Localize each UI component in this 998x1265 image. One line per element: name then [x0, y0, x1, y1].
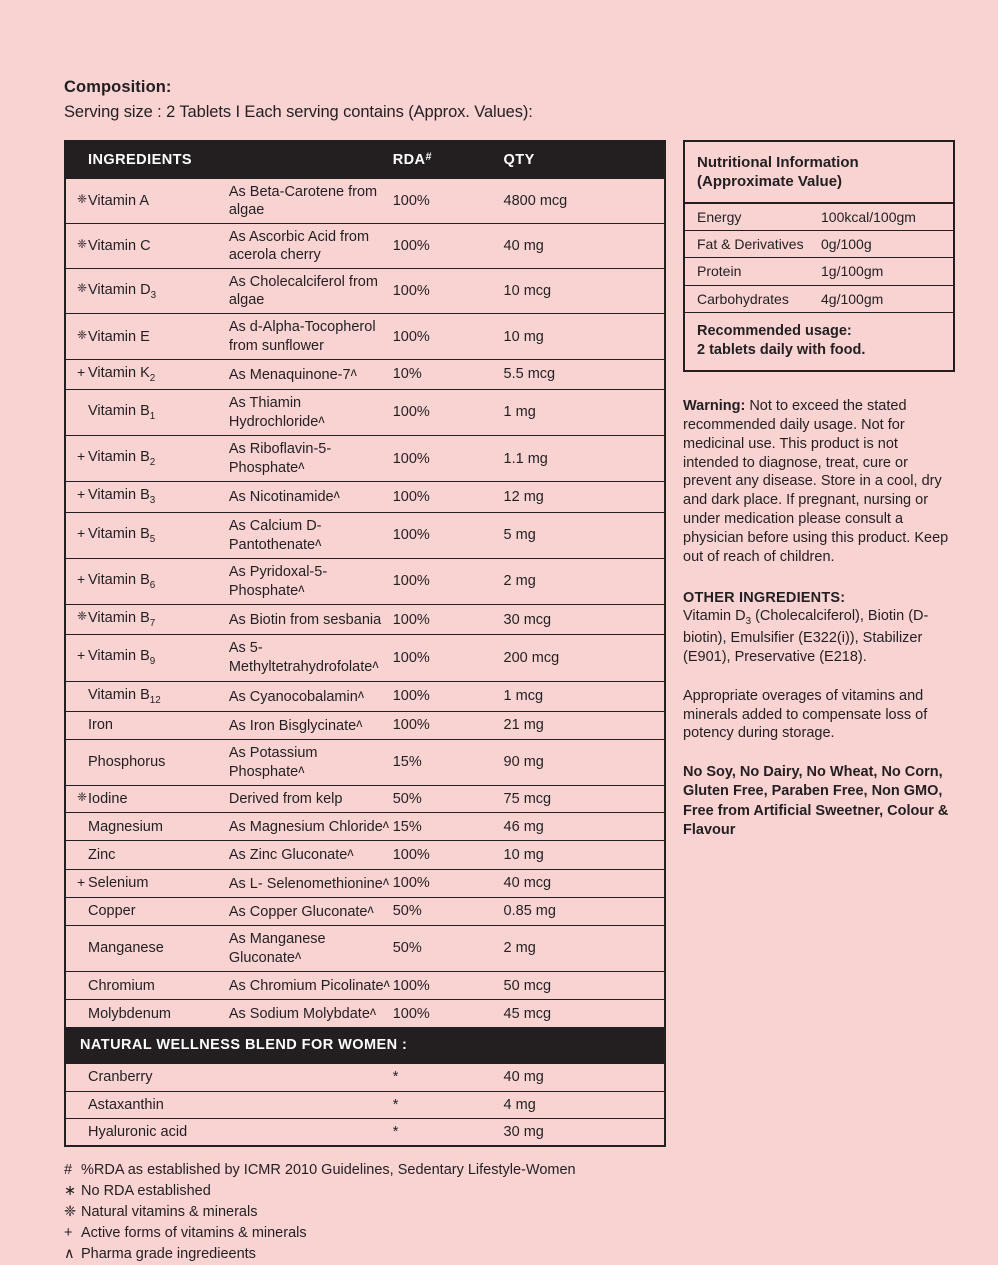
table-row [65, 869, 665, 897]
ingredient-prefix-symbol: + [77, 448, 86, 465]
ingredient-name-text: Hyaluronic acid [88, 1123, 188, 1140]
cell-qty: 40 mcg [504, 869, 665, 897]
footnote-item [64, 1223, 666, 1244]
nutrition-value: 1g/100gm [821, 263, 884, 280]
ingredient-name-text: Vitamin B [88, 449, 150, 466]
column-header-rda [393, 141, 504, 179]
table-row [65, 512, 665, 558]
cell-ingredient-name [65, 869, 229, 897]
pharma-grade-marker: ʌ [357, 686, 364, 701]
cell-ingredient-name [65, 178, 229, 223]
cell-qty: 4800 mcg [504, 178, 665, 223]
cell-ingredient-name [65, 813, 229, 841]
table-row [65, 813, 665, 841]
pharma-grade-marker: ʌ [382, 817, 389, 832]
nutrition-label: Carbohydrates [697, 290, 789, 307]
cell-ingredient-name [65, 605, 229, 635]
cell-qty: 5.5 mcg [504, 359, 665, 389]
ingredient-name-subscript: 3 [149, 495, 156, 507]
cell-qty: 2 mg [504, 558, 665, 604]
cell-ingredient-name [65, 739, 229, 785]
cell-rda: 15% [393, 813, 504, 841]
nutrition-value: 0g/100g [821, 236, 872, 253]
ingredient-name-text: Vitamin B [88, 648, 150, 665]
cell-ingredient-name [65, 389, 229, 435]
footnote-item [64, 1202, 666, 1223]
pharma-grade-marker: ʌ [350, 364, 357, 379]
rda-hash-symbol: # [425, 150, 432, 163]
footnote-item [64, 1160, 666, 1181]
cell-qty: 46 mg [504, 813, 665, 841]
table-row [65, 359, 665, 389]
nutrition-title-line-1: Nutritional Information [697, 153, 859, 171]
ingredient-prefix-symbol: + [77, 363, 86, 380]
ingredient-name-text: Molybdenum [88, 1005, 172, 1022]
column-header-ingredients: INGREDIENTS [65, 141, 393, 179]
cell-rda: 100% [393, 178, 504, 223]
cell-ingredient-name [65, 482, 229, 512]
cell-qty: 45 mcg [504, 1000, 665, 1028]
other-ing-prefix: Vitamin D [683, 608, 746, 625]
free-from-claims: No Soy, No Dairy, No Wheat, No Corn, Gluten Free, Paraben Free, Non GMO, Free from Artificial Sweetner, Colour & Flavour [683, 764, 949, 838]
cell-ingredient-source: As Zinc Gluconate$^ʌ$ [229, 841, 393, 869]
ingredient-name-subscript: 3 [150, 289, 157, 301]
cell-ingredient-name [65, 1064, 229, 1091]
pharma-grade-marker: ʌ [318, 412, 325, 427]
ingredient-name-text: Vitamin A [88, 192, 149, 209]
cell-ingredient-source: As Magnesium Chloride$^ʌ$ [229, 813, 393, 841]
cell-ingredient-source: As Ascorbic Acid from acerola cherry [229, 223, 393, 268]
footnote-text: Natural vitamins & minerals [81, 1203, 258, 1220]
table-row [65, 178, 665, 223]
nutrition-value: 4g/100gm [821, 290, 884, 307]
ingredient-name-text: Iodine [88, 791, 128, 808]
cell-ingredient-name [65, 359, 229, 389]
cell-ingredient-source: As Cyanocobalamin$^ʌ$ [229, 681, 393, 711]
cell-qty: 21 mg [504, 711, 665, 739]
pharma-grade-marker: ʌ [298, 458, 305, 473]
footnote-text: Pharma grade ingredieents [81, 1245, 256, 1262]
cell-ingredient-source: As Calcium D- Pantothenate$^ʌ$ [229, 512, 393, 558]
ingredient-rows [65, 178, 665, 1027]
footnote-symbol: ∗ [64, 1182, 77, 1199]
overage-note: Appropriate overages of vitamins and minerals added to compensate loss of potency during storage. [683, 687, 928, 742]
cell-ingredient-source: As Chromium Picolinate$^ʌ$ [229, 972, 393, 1000]
other-ing-rest: (Cholecalciferol), Biotin (D- biotin), Emulsifier (E322(i)), Stabilizer (E901), Preservative (E218). [683, 608, 929, 665]
cell-rda: 100% [393, 558, 504, 604]
cell-ingredient-source: As Thiamin Hydrochloride$^ʌ$ [229, 389, 393, 435]
cell-rda: 100% [393, 512, 504, 558]
cell-qty: 1.1 mg [504, 436, 665, 482]
cell-ingredient-name [65, 558, 229, 604]
cell-ingredient-source: As 5-Methyltetrahydrofolate$^ʌ$ [229, 635, 393, 681]
ingredient-name-text: Vitamin C [88, 238, 151, 255]
ingredient-name-subscript: 6 [149, 579, 156, 591]
cell-ingredient-name [65, 711, 229, 739]
recommended-usage [685, 313, 953, 370]
blend-rows [65, 1064, 665, 1146]
cell-ingredient-name [65, 925, 229, 971]
other-ingredients-heading: OTHER INGREDIENTS: [683, 589, 846, 606]
other-ing-subscript: 3 [745, 616, 752, 628]
ingredient-prefix-symbol: + [77, 486, 86, 503]
pharma-grade-marker: ʌ [294, 947, 302, 962]
footnotes-list [64, 1160, 666, 1265]
cell-rda: 100% [393, 436, 504, 482]
cell-rda: 100% [393, 972, 504, 1000]
table-row [65, 436, 665, 482]
ingredient-name-text: Cranberry [88, 1069, 153, 1086]
ingredient-name-subscript: 9 [149, 656, 156, 668]
cell-ingredient-source: As Pyridoxal-5-Phosphate$^ʌ$ [229, 558, 393, 604]
pharma-grade-marker: ʌ [369, 1004, 377, 1019]
blend-section-header-row [65, 1027, 665, 1064]
footnote-text: %RDA as established by ICMR 2010 Guidelines, Sedentary Lifestyle-Women [81, 1161, 576, 1178]
info-column [683, 140, 955, 840]
ingredient-name-text: Vitamin B [88, 402, 150, 419]
cell-rda: * [393, 1091, 504, 1118]
cell-qty: 30 mg [504, 1118, 665, 1146]
ingredient-name-text: Astaxanthin [88, 1096, 164, 1113]
table-row [65, 389, 665, 435]
nutrition-row [685, 204, 953, 231]
cell-rda: * [393, 1118, 504, 1146]
blend-section-title: NATURAL WELLNESS BLEND FOR WOMEN : [65, 1027, 665, 1064]
pharma-grade-marker: ʌ [298, 762, 305, 777]
cell-ingredient-name [65, 635, 229, 681]
ingredient-name-text: Zinc [88, 846, 116, 863]
table-header-row [65, 141, 665, 179]
cell-rda: 100% [393, 711, 504, 739]
footnote-text: No RDA established [81, 1182, 211, 1199]
nutrition-rows [685, 204, 953, 313]
cell-qty: 10 mcg [504, 269, 665, 314]
ingredient-prefix-symbol: ❈ [77, 327, 88, 342]
ingredient-name-text: Vitamin B [88, 571, 150, 588]
ingredient-name-text: Vitamin B [88, 686, 150, 703]
nutrition-title-line-2: (Approximate Value) [697, 172, 843, 190]
footnote-text: Active forms of vitamins & minerals [81, 1224, 307, 1241]
cell-ingredient-name [65, 1091, 229, 1118]
ingredient-name-text: Vitamin B [88, 525, 150, 542]
ingredient-prefix-symbol: ❈ [77, 280, 88, 295]
cell-qty: 12 mg [504, 482, 665, 512]
warning-block [683, 397, 955, 567]
table-row [65, 786, 665, 813]
ingredient-name-subscript: 5 [149, 533, 156, 545]
ingredient-prefix-symbol: + [77, 647, 86, 664]
cell-rda: 50% [393, 897, 504, 925]
page-title: Composition: [64, 78, 172, 96]
cell-ingredient-name [65, 1118, 229, 1146]
pharma-grade-marker: ʌ [382, 873, 389, 888]
pharma-grade-marker: ʌ [372, 657, 379, 672]
cell-rda: 100% [393, 841, 504, 869]
table-row [65, 314, 665, 359]
cell-ingredient-source [229, 1091, 393, 1118]
pharma-grade-marker: ʌ [333, 487, 340, 502]
table-row [65, 635, 665, 681]
ingredients-column [64, 140, 666, 1265]
ingredient-name-text: Phosphorus [88, 754, 166, 771]
ingredient-name-subscript: 1 [149, 410, 156, 422]
ingredient-prefix-symbol: ❈ [77, 237, 88, 252]
ingredient-name-text: Copper [88, 903, 136, 920]
cell-ingredient-source: As Manganese Gluconate$^ʌ$ [229, 925, 393, 971]
ingredient-name-text: Vitamin K [88, 364, 150, 381]
table-row [65, 1064, 665, 1091]
cell-qty: 200 mcg [504, 635, 665, 681]
cell-ingredient-name [65, 897, 229, 925]
cell-qty: 90 mg [504, 739, 665, 785]
ingredient-name-subscript: 2 [149, 457, 156, 469]
nutrition-value: 100kcal/100gm [821, 208, 916, 225]
ingredient-name-text: Vitamin B [88, 610, 150, 627]
cell-qty: 50 mcg [504, 972, 665, 1000]
column-header-qty: QTY [504, 141, 665, 179]
cell-rda: 100% [393, 681, 504, 711]
table-row [65, 925, 665, 971]
table-row [65, 1118, 665, 1146]
cell-rda: 100% [393, 482, 504, 512]
table-row [65, 681, 665, 711]
pharma-grade-marker: ʌ [298, 581, 305, 595]
cell-rda: 50% [393, 786, 504, 813]
ingredient-name-text: Magnesium [88, 818, 163, 835]
cell-ingredient-source [229, 1064, 393, 1091]
serving-size-line: Serving size : 2 Tablets I Each serving contains (Approx. Values): [64, 102, 533, 121]
table-row [65, 897, 665, 925]
cell-ingredient-name [65, 314, 229, 359]
cell-ingredient-source: As Beta-Carotene from algae [229, 178, 393, 223]
table-row [65, 558, 665, 604]
table-row [65, 841, 665, 869]
footnote-symbol: ∧ [64, 1245, 75, 1262]
ingredient-name-text: Chromium [88, 977, 155, 994]
table-row [65, 1000, 665, 1028]
table-row [65, 223, 665, 268]
table-row [65, 711, 665, 739]
cell-ingredient-name [65, 512, 229, 558]
pharma-grade-marker: ʌ [383, 976, 390, 991]
table-row [65, 269, 665, 314]
nutrition-row [685, 231, 953, 258]
ingredients-table-body [65, 141, 665, 179]
footnote-symbol: + [64, 1224, 73, 1241]
cell-rda: 10% [393, 359, 504, 389]
nutrition-row [685, 286, 953, 313]
cell-ingredient-source: As L- Selenomethionine$^ʌ$ [229, 869, 393, 897]
cell-rda: 100% [393, 635, 504, 681]
nutritional-information-box [683, 140, 955, 372]
cell-ingredient-name [65, 1000, 229, 1028]
cell-rda: 100% [393, 1000, 504, 1028]
footnote-item [64, 1244, 666, 1265]
cell-ingredient-name [65, 841, 229, 869]
ingredient-name-text: Selenium [88, 875, 149, 892]
cell-rda: 100% [393, 269, 504, 314]
cell-ingredient-source: As Sodium Molybdate$^ʌ$ [229, 1000, 393, 1028]
cell-qty: 5 mg [504, 512, 665, 558]
nutrition-label: Energy [697, 208, 742, 225]
ingredient-name-text: Iron [88, 717, 113, 734]
cell-qty: 40 mg [504, 223, 665, 268]
cell-ingredient-name [65, 223, 229, 268]
table-row [65, 1091, 665, 1118]
cell-ingredient-name [65, 972, 229, 1000]
cell-rda: * [393, 1064, 504, 1091]
other-ingredients-body [683, 607, 955, 666]
nutrition-row [685, 258, 953, 285]
cell-qty: 4 mg [504, 1091, 665, 1118]
rda-label: RDA [392, 151, 426, 168]
footnote-symbol: ❈ [64, 1203, 77, 1220]
table-row [65, 739, 665, 785]
warning-text: Not to exceed the stated recommended daily usage. Not for medicinal use. This product is not intended to diagnose, treat, cure or prevent any disease. Store in a cool, dry and dark place. If pregnant, nursing or under medication please consult a physician before using this product. Keep out of reach of children. [683, 397, 949, 565]
ingredient-name-text: Manganese [88, 940, 164, 957]
ingredient-prefix-symbol: + [77, 570, 86, 587]
cell-ingredient-name [65, 269, 229, 314]
ingredient-prefix-symbol: + [77, 874, 86, 891]
ingredient-prefix-symbol: ❈ [77, 609, 88, 624]
ingredient-name-subscript: 7 [149, 618, 156, 630]
cell-ingredient-source [229, 1118, 393, 1146]
cell-qty: 1 mg [504, 389, 665, 435]
cell-rda: 100% [393, 869, 504, 897]
cell-rda: 100% [393, 223, 504, 268]
pharma-grade-marker: ʌ [367, 901, 374, 916]
cell-qty: 10 mg [504, 841, 665, 869]
ingredient-name-text: Vitamin E [88, 328, 150, 345]
cell-qty: 10 mg [504, 314, 665, 359]
ingredient-name-subscript: 12 [149, 694, 161, 706]
ingredient-prefix-symbol: ❈ [77, 790, 88, 805]
cell-qty: 40 mg [504, 1064, 665, 1091]
cell-ingredient-name [65, 786, 229, 813]
label-body [64, 140, 949, 1265]
ingredient-prefix-symbol: ❈ [77, 191, 88, 206]
cell-ingredient-source: As Riboflavin-5-Phosphate$^ʌ$ [229, 436, 393, 482]
usage-line-2: 2 tablets daily with food. [697, 341, 866, 358]
cell-rda: 100% [393, 389, 504, 435]
table-row [65, 605, 665, 635]
cell-rda: 100% [393, 605, 504, 635]
cell-ingredient-source: As Iron Bisglycinate$^ʌ$ [229, 711, 393, 739]
cell-ingredient-source: Derived from kelp [229, 786, 393, 813]
cell-ingredient-source: As Cholecalciferol from algae [229, 269, 393, 314]
pharma-grade-marker: ʌ [315, 534, 322, 549]
ingredients-table [64, 140, 666, 1147]
cell-qty: 0.85 mg [504, 897, 665, 925]
cell-rda: 15% [393, 739, 504, 785]
nutritional-information-title [685, 142, 953, 204]
nutrition-label: Fat & Derivatives [697, 236, 804, 253]
cell-ingredient-source: As Nicotinamide$^ʌ$ [229, 482, 393, 512]
cell-qty: 30 mcg [504, 605, 665, 635]
blend-section [65, 1027, 665, 1064]
ingredient-name-subscript: 2 [149, 372, 156, 384]
cell-ingredient-name [65, 681, 229, 711]
cell-ingredient-source: As Menaquinone-$7^ʌ$ [229, 359, 393, 389]
cell-ingredient-source: As d-Alpha-Tocopherol from sunflower [229, 314, 393, 359]
ingredient-name-text: Vitamin D [88, 281, 151, 298]
cell-qty: 2 mg [504, 925, 665, 971]
cell-ingredient-source: As Biotin from sesbania [229, 605, 393, 635]
ingredient-name-text: Vitamin B [88, 487, 150, 504]
usage-line-1: Recommended usage: [697, 322, 852, 339]
table-row [65, 482, 665, 512]
pharma-grade-marker: ʌ [347, 845, 354, 860]
footnote-item [64, 1181, 666, 1202]
cell-ingredient-source: As Potassium Phosphate$^ʌ$ [229, 739, 393, 785]
cell-ingredient-source: As Copper Gluconate$^ʌ$ [229, 897, 393, 925]
ingredient-prefix-symbol: + [77, 524, 86, 541]
table-row [65, 972, 665, 1000]
warning-label: Warning: [683, 397, 746, 414]
cell-rda: 50% [393, 925, 504, 971]
pharma-grade-marker: ʌ [356, 715, 363, 730]
footnote-symbol: # [64, 1161, 73, 1178]
cell-rda: 100% [393, 314, 504, 359]
cell-qty: 75 mcg [504, 786, 665, 813]
cell-ingredient-name [65, 436, 229, 482]
cell-qty: 1 mcg [504, 681, 665, 711]
nutrition-label: Protein [697, 263, 742, 280]
